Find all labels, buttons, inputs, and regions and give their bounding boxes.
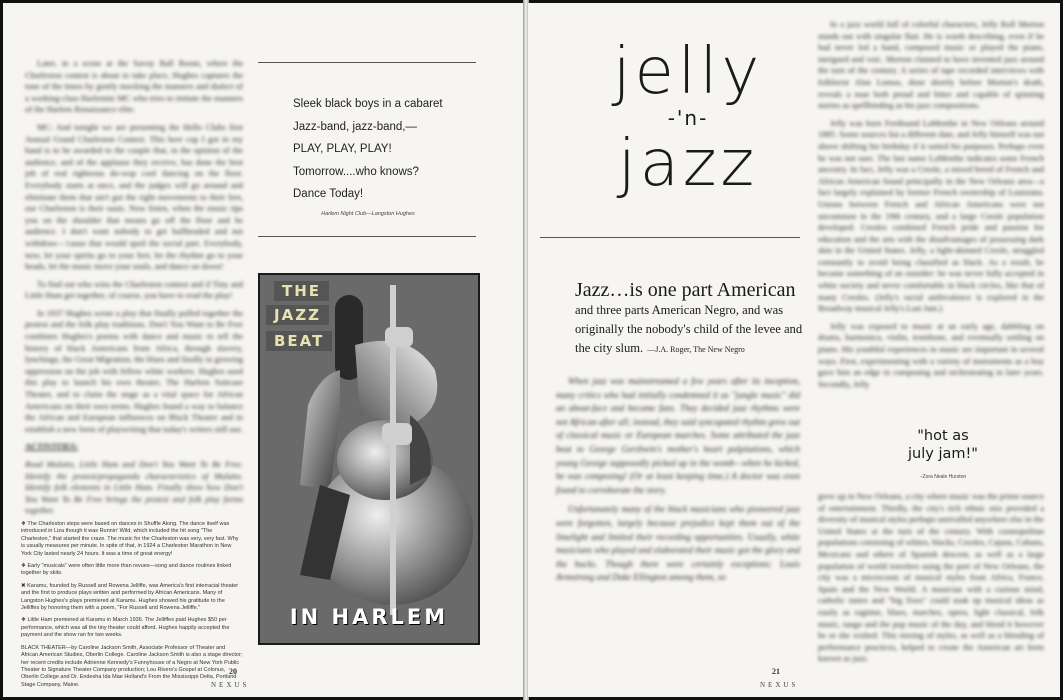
page-number: 21: [772, 667, 780, 676]
right-page: [528, 3, 1060, 697]
jazz-poster: [258, 273, 480, 645]
article-title: [598, 35, 778, 201]
poster-word: JAZZ: [266, 305, 329, 325]
poster-title: IN HARLEM: [289, 605, 449, 629]
author-bio: BLACK THEATER—by Caroline Jackson Smith, Associate Professor of Theater and African American Studies, Oberlin College. Caroline Jackson Smith is also a stage director; her recent credits include Adrienne Kennedy's Funnyhouse of a Negro at New York Public Theater to Signature Theater Company production; Lou Rivers's Gospel at Colonus, Oberlin College and Dr. Endesha Ida Mae Holland's From the Mississippi Delta, Portland Stage Company, Maine.: [21, 644, 243, 688]
note: ❖ Little Ham premiered at Karamu in March 1936. The Jelliffes paid Hughes $50 per performance, which was all the tiny theater could afford. Hughes happily accepted the payment and the show ran for two weeks.: [21, 617, 230, 639]
poem-line: PLAY, PLAY, PLAY!: [293, 143, 392, 155]
note: ✖ Karamu, founded by Russell and Rowena Jelliffe, was America's first interracial theater and the first to produce plays written and performed by African Americans. Many of Langston Hughes's plays premiered at Karamu. Hughes showed his gratitude to the Jelliffes by honoring them with a poem, "For Russell and Rowena Jelliffe.": [21, 582, 239, 612]
intro-paragraphs: When jazz was mainstreamed a few years after its inception, many critics who had initially condemned it as "jungle music" did an about-face and became fans. They decided jazz rhythms were not African after all; instead, they said syncopated rhythm grew out of classical music or European marches. Some attributed the jazz beat to George Gershwin's mother's heart palpitations, which young George supposedly picked up in the womb—when he kicked, he was composing! (Or at least keeping time.) A doctor was even found to corroborate the story. Unfortunately many of the black musicians who pioneered jazz were forgotten, largely because prejudice kept them out of the limelight and limited their recording opportunities. Usually, white musicians who played and elaborated their music got the glory and the bucks. Though there were certainly exceptions: Louis Armstrong and Duke Ellington among them, so: [556, 376, 800, 583]
pull-quote-line: july jam!": [908, 446, 978, 462]
divider: [258, 62, 476, 63]
poem-credit: Harlem Night Club—Langston Hughes: [321, 211, 415, 217]
sidebar-notes: [21, 521, 243, 694]
left-page: [3, 3, 525, 697]
quote-text: and three parts American Negro, and was originally the nobody's child of the levee and the city slum.: [575, 303, 803, 355]
intro-quote: [575, 279, 811, 359]
pull-quote-line: "hot as: [917, 428, 969, 444]
poem: [293, 93, 493, 206]
poem-line: Dance Today!: [293, 188, 364, 200]
body-text-column: In a jazz world full of colorful characters, Jelly Roll Morton stands out with singular flair. He is worth describing, even if he had never led a band, composed music or played the piano, intrigued and voic. Morton claimed to have invented jazz around the turn of the century. A series of tape recorded interviews with folklorist Alan Lomax, done shortly before Morton's death, reveals a man both proud and bitter and capable of spinning stories as spellbinding as his jazz compositions. Jelly was born Ferdinand LaMenthe in New Orleans around 1885. Some sources list a different date, and Jelly himself was not above shifting his birthday if it suited his purposes. Perhaps even he was not sure. The last name LaMenthe indicates some French ancestry. In fact, Jelly was a Creole, a mixed breed of French and African American found principally in the New Orleans area—a fact largely explained by former French ownership of Louisiana. Unions between French and African Americans were not uncommon in the 19th century, and a large Creole population developed. Creoles combined French pride and passion for education and the arts with the disadvantages of possessing dark skin in the United States. Jelly, a light-skinned Creole, struggled constantly to avoid being classified as black. As a result, he became something of an outsider: he was never fully accepted in white society and never comfortable in black circles, like that of many Creoles. (Jelly's racial ambivalence is explored in the Broadway musical Jelly's Last Jam.) Jelly was exposed to music at an early age, dabbling on drums, harmonica, violin, trombone, and eventually settling on piano. His youthful experiences in music are important in several ways. First, experimenting with a variety of instruments as a boy gave him an edge in composing and orchestrating in later years. Secondly, Jelly: [818, 19, 1044, 389]
body-text-column: grew up in New Orleans, a city where music was the prime source of entertainment. Thirdly, the city's rich ethnic mix provided a diversity of musical styles perhaps unrivalled anywhere else in the United States at the turn of the century. With cosmopolitan populations consisting of whites, blacks, Creoles, Cajuns, Cubans, Mexicans and others of Spanish descent, as well as a large population of world travelers using the port of New Orleans, the city was a microcosm of musical styles from Africa, France, Spain and the New World. A musician with a curious mind, catholic tastes and "big fixes" could soak up musical ideas as easily as ragtime, blues, marches, opera, light classical, folk music, tango and the pop music of the day, and blend it however he or she wished. This mixing of styles, as well as a blending of performance practices, helped to create the American art form known as jazz.: [818, 491, 1044, 664]
title-line: -'n-: [667, 106, 709, 130]
pull-quote: [868, 427, 1018, 463]
poster-word: THE: [274, 281, 329, 301]
body-text-column: Later, in a scene at the Savoy Ball Room, where the Charleston contest is about to take place, Hughes captures the tone of the times by gently mocking the manners and dialect of a working-class Harlemite MC who tries to imitate the manners of the Harlem Renaissance elite. MC: And tonight we are presenting the Hello Clubs first Annual Grand Charleston Contest. This here cup I got in my hand is to be awarded to the couple that, in the opinion of the audience, and of the applause they receive, has done the best job of real righteous do-wop cool dancing on the floor. Everybody starts at once, and the judges will go around and eliminate them that ain't got the right movements to their feet, our Charleston is their oasis. Now listen, when the music tips you on the shoulder that means go off the floor and be audience. I don't want nobody to get bullheaded and not withdraw—'cause that would spoil the social part. Everybody, now, let your spirits go to your feet, let the rhythm go to your heads, let the music move your souls, and dance on down! To find out who wins the Charleston contest and if Tiny and Little Ham get together, of course, you have to read the play! In 1937 Hughes wrote a play that finally pulled together the protest and the folk play traditions. Don't You Want to Be Free combines Hughes's poems with dance and music to tell the history of black Americans from Africa, through slavery, lynchings, the Great Migration, the blues and finally to growing oppression on the job with fellow white workers. Hughes used this play to launch his own theater, The Harlem Suitcase Theater, and to claim the stage as a vital space for African Americans on their own terms. Hughes found a way to balance the African and European influences on Black Theater and to establish a new form of playwriting that today's writers still use. ACTIVITIES: Read Mulatto, Little Ham and Don't You Want To Be Free. Identify the protest/propaganda characteristics of Mulatto. Identify folk elements in Little Ham. Finally show how Don't You Want To Be Free brings the protest and folk play forms together.: [25, 58, 244, 516]
title-line: jazz: [617, 127, 759, 201]
pull-quote-credit: –Zora Neale Hurston: [919, 474, 967, 480]
title-line: jelly: [612, 35, 764, 109]
note: ❖ The Charleston steps were based on dances in Shuffle Along. The dance itself was introduced in Liza though it was Runnin' Wild, which included the hit song "The Charleston," that started the craze. The music for the Charleston was very, very fast. Why is usually measures per minute. In spite of that, in 1924 a Charleston Marathon in New York City lasted nearly 24 hours. It was a time of great energy!: [21, 521, 239, 557]
divider: [258, 236, 476, 237]
poster-word: BEAT: [266, 331, 332, 351]
poem-line: Tomorrow....who knows?: [293, 165, 419, 178]
poem-line: Jazz-band, jazz-band,—: [293, 120, 418, 133]
note: ❖ Early "musicals" were often little more than revues—song and dance routines linked together by skits.: [21, 563, 232, 577]
poem-line: Sleek black boys in a cabaret: [293, 98, 443, 110]
page-number: 20: [229, 667, 237, 676]
quote-attribution: —J.A. Roger, The New Negro: [647, 345, 745, 354]
magazine-name: NEXUS: [760, 681, 799, 689]
quote-lead: Jazz…is one part American: [575, 279, 796, 301]
divider: [540, 237, 800, 238]
magazine-name: NEXUS: [211, 681, 250, 689]
